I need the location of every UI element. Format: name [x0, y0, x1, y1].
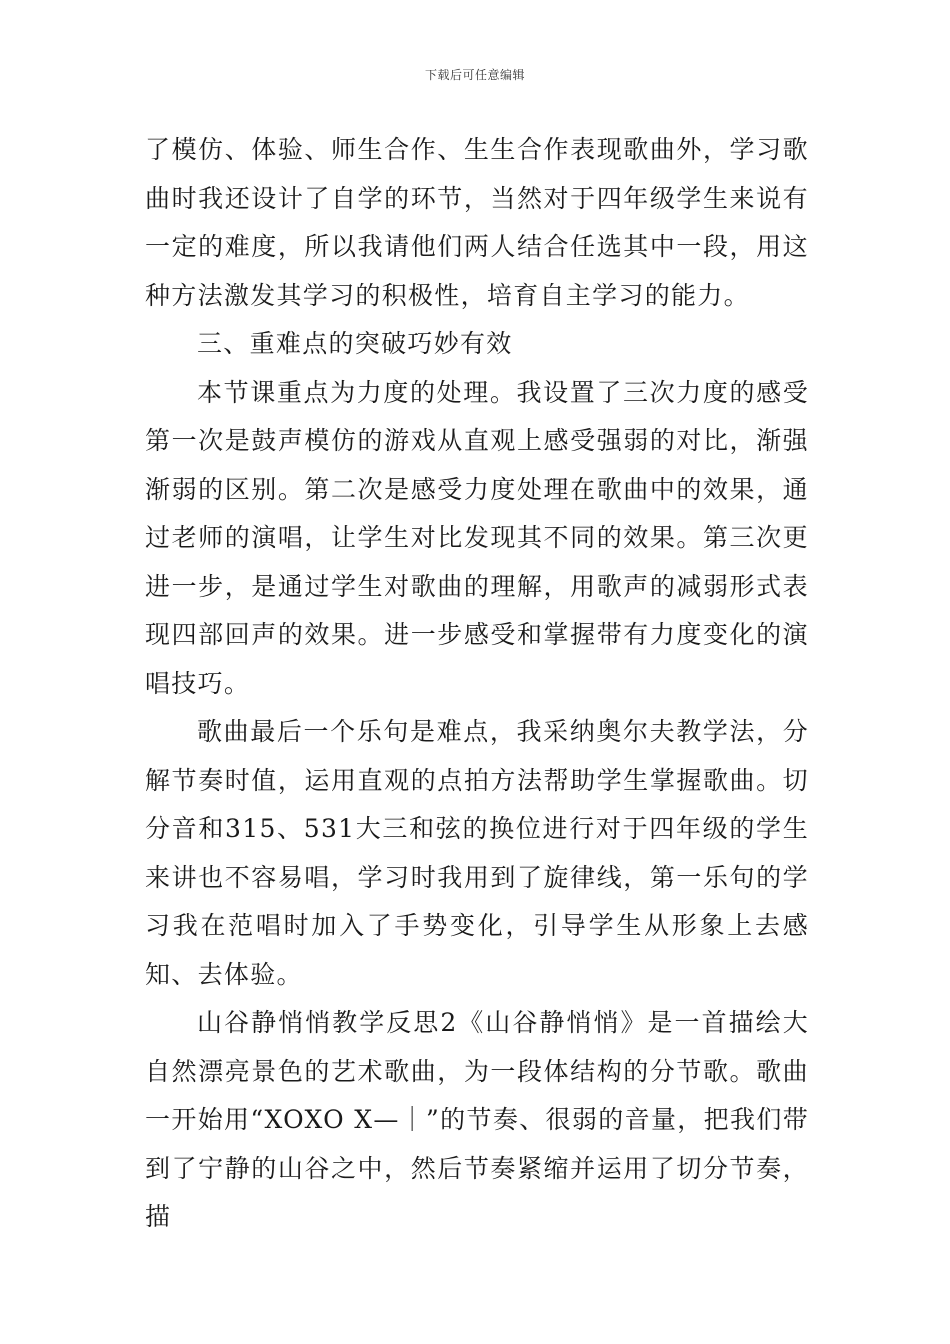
- page-header-note: 下载后可任意编辑: [424, 68, 525, 82]
- paragraph-difficulty: 歌曲最后一个乐句是难点，我采纳奥尔夫教学法，分解节奏时值，运用直观的点拍方法帮助学生掌握歌曲。切分音和315、531大三和弦的换位进行对于四年级的学生来讲也不容易唱，学习时我用到了旋律线，第一乐句的学习我在范唱时加入了手势变化，引导学生从形象上去感知、去体验。: [145, 717, 809, 989]
- paragraph-reflection-2: 山谷静悄悄教学反思2《山谷静悄悄》是一首描绘大自然漂亮景色的艺术歌曲，为一段体结构的分节歌。歌曲一开始用“XOXO X—｜”的节奏、很弱的音量，把我们带到了宁静的山谷之中，然后节奏紧缩并运用了切分节奏，描: [145, 1008, 809, 1231]
- section-heading: 三、重难点的突破巧妙有效: [197, 329, 513, 358]
- document-body: [145, 126, 809, 1242]
- paragraph-dynamics: 本节课重点为力度的处理。我设置了三次力度的感受第一次是鼓声模仿的游戏从直观上感受强弱的对比，渐强渐弱的区别。第二次是感受力度处理在歌曲中的效果，通过老师的演唱，让学生对比发现其不同的效果。第三次更进一步，是通过学生对歌曲的理解，用歌声的减弱形式表现四部回声的效果。进一步感受和掌握带有力度变化的演唱技巧。: [145, 377, 809, 698]
- paragraph-continuation: 了模仿、体验、师生合作、生生合作表现歌曲外，学习歌曲时我还设计了自学的环节，当然对于四年级学生来说有一定的难度，所以我请他们两人结合任选其中一段，用这种方法激发其学习的积极性，培育自主学习的能力。: [145, 135, 809, 310]
